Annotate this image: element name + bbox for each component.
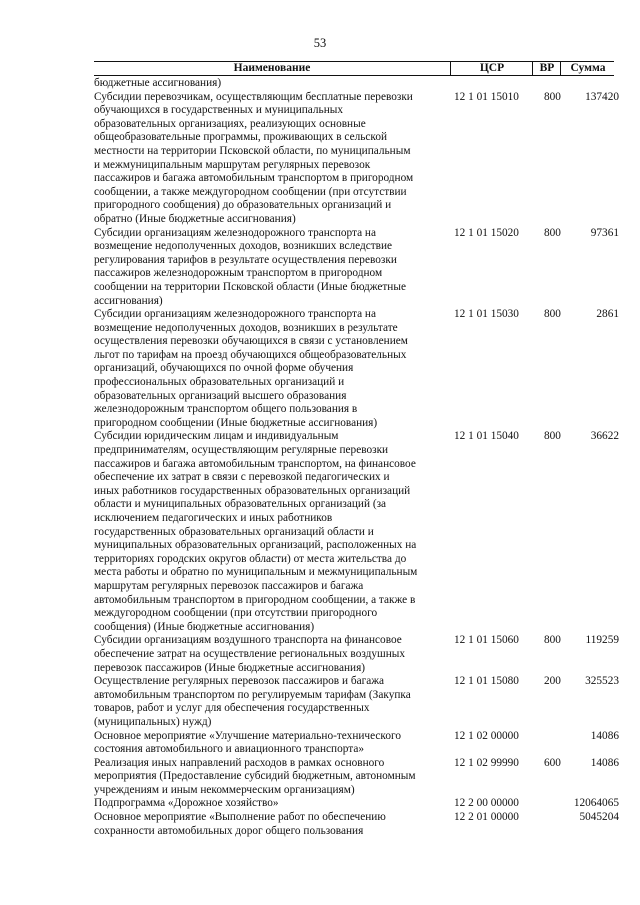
row-name-line: пригородного сообщения) до образовательных организаций и xyxy=(94,199,392,212)
table-row xyxy=(94,634,619,675)
row-name-line: иных работников государственных образовательных организаций xyxy=(94,484,411,497)
column-header-csr: ЦСР xyxy=(450,61,533,76)
row-name-line: муниципальных образовательных организаций, расположенных на xyxy=(94,539,417,552)
row-name xyxy=(94,91,451,227)
row-sum: 12064065 xyxy=(573,797,619,810)
row-name-line: учреждениям и иным некоммерческим организациям) xyxy=(94,783,355,796)
row-name-line: Субсидии организациям железнодорожного транспорта на xyxy=(94,226,376,239)
row-name-line: обратно (Иные бюджетные ассигнования) xyxy=(94,212,296,225)
row-name-line: сообщении на территории Псковской области (Иные бюджетные xyxy=(94,280,406,293)
row-name-line: междугородном сообщении (при отсутствии пригородного xyxy=(94,607,378,620)
row-name-line: Реализация иных направлений расходов в рамках основного xyxy=(94,756,385,769)
row-name-line: и межмуниципальным маршрутам регулярных перевозок xyxy=(94,158,371,171)
page-number: 53 xyxy=(313,36,327,50)
row-name-line: территориях городских округов области) от места жительства до xyxy=(94,552,407,565)
row-name xyxy=(94,227,451,309)
row-name-line: Субсидии организациям воздушного транспорта на финансовое xyxy=(94,634,402,647)
row-name-line: товаров, работ и услуг для обеспечения государственных xyxy=(94,702,370,715)
column-header-sum: Сумма xyxy=(560,61,615,76)
table-row xyxy=(94,757,619,798)
row-name xyxy=(94,77,451,91)
row-name-line: автомобильным транспортом в пригородном сообщении, а также в xyxy=(94,593,416,606)
table-row xyxy=(94,797,619,811)
row-name xyxy=(94,634,451,675)
row-sum: 14086 xyxy=(590,729,619,742)
table-row xyxy=(94,308,619,430)
row-name-line: пассажиров и багажа автомобильным транспортом, на финансовое xyxy=(94,457,416,470)
row-name-line: местности на территории Псковской области, по муниципальным xyxy=(94,144,411,157)
row-name-line: сохранности автомобильных дорог общего пользования xyxy=(94,824,364,837)
row-name-line: осуществления перевозки обучающихся в связи с установлением xyxy=(94,335,408,348)
row-name-line: Основное мероприятие «Выполнение работ по обеспечению xyxy=(94,811,386,824)
row-sum: 97361 xyxy=(590,226,619,239)
row-name-line: области и муниципальных образовательных организаций (за xyxy=(94,498,387,511)
row-name-line: общеобразовательные программы, проживающих в сельской xyxy=(94,131,388,144)
row-sum: 137420 xyxy=(585,90,619,103)
table-row xyxy=(94,675,619,729)
row-name-line: профессиональных образовательных организаций и xyxy=(94,376,345,389)
table-row xyxy=(94,430,619,634)
table-row xyxy=(94,730,619,757)
row-vr-code: 800 xyxy=(544,634,561,647)
row-name-line: сообщении, а также междугородном сообщении (при отсутствии xyxy=(94,185,407,198)
row-csr-code: 12 1 01 15030 xyxy=(454,308,519,321)
table-row xyxy=(94,77,619,91)
row-name-line: регулирования тарифов в результате осуществления перевозки xyxy=(94,253,397,266)
row-name xyxy=(94,675,451,729)
row-name-line: Основное мероприятие «Улучшение материально-технического xyxy=(94,729,401,742)
row-name-line: возмещение недополученных доходов, возникших в результате xyxy=(94,321,398,334)
row-name-line: обеспечение затрат на осуществление региональных воздушных xyxy=(94,647,405,660)
row-vr-code: 800 xyxy=(544,308,561,321)
table-header xyxy=(94,61,614,76)
row-csr-code: 12 2 00 00000 xyxy=(454,797,519,810)
row-name-line: (муниципальных) нужд) xyxy=(94,715,212,728)
row-sum: 2861 xyxy=(596,308,619,321)
row-sum: 36622 xyxy=(590,430,619,443)
row-vr-code: 800 xyxy=(544,226,561,239)
table-row xyxy=(94,227,619,309)
row-name-line: образовательных организаций высшего образования xyxy=(94,389,347,402)
row-csr-code: 12 2 01 00000 xyxy=(454,811,519,824)
row-csr-code: 12 1 01 15010 xyxy=(454,90,519,103)
row-name-line: Субсидии перевозчикам, осуществляющим бесплатные перевозки xyxy=(94,90,413,103)
row-name-line: состояния автомобильного и авиационного транспорта» xyxy=(94,743,364,756)
row-name-line: маршрутам регулярных перевозок пассажиров и багажа xyxy=(94,579,364,592)
row-name xyxy=(94,730,451,757)
row-name-line: Субсидии организациям железнодорожного транспорта на xyxy=(94,308,376,321)
row-name xyxy=(94,430,451,634)
row-csr-code: 12 1 01 15060 xyxy=(454,634,519,647)
table-row xyxy=(94,91,619,227)
row-name-line: мероприятия (Предоставление субсидий бюджетным, автономным xyxy=(94,770,416,783)
row-sum: 5045204 xyxy=(579,811,619,824)
row-name-line: Осуществление регулярных перевозок пассажиров и багажа xyxy=(94,675,385,688)
column-header-name: Наименование xyxy=(233,62,311,74)
budget-table-body xyxy=(94,77,619,838)
row-name-line: пригородном сообщении (Иные бюджетные ассигнования) xyxy=(94,416,378,429)
row-name-line: сообщения) (Иные бюджетные ассигнования) xyxy=(94,620,315,633)
row-name-line: перевозок пассажиров (Иные бюджетные ассигнования) xyxy=(94,661,366,674)
row-csr-code: 12 1 01 15080 xyxy=(454,675,519,688)
row-csr-code: 12 1 02 00000 xyxy=(454,729,519,742)
row-sum: 119259 xyxy=(585,634,619,647)
row-name-line: железнодорожным транспортом общего пользования в xyxy=(94,403,358,416)
column-header-vr: ВР xyxy=(532,61,561,76)
row-name-line: льгот по тарифам на проезд обучающихся общеобразовательных xyxy=(94,348,407,361)
row-name-line: обучающихся в государственных и муниципальных xyxy=(94,104,343,117)
row-name-line: обеспечение их затрат в связи с перевозкой педагогических и xyxy=(94,471,390,484)
row-name-line: образовательных организациях, реализующих основные xyxy=(94,117,366,130)
row-vr-code: 600 xyxy=(544,756,561,769)
row-name-line: ассигнования) xyxy=(94,294,163,307)
row-vr-code: 200 xyxy=(544,675,561,688)
header-bottom-rule xyxy=(94,75,614,76)
row-name-line: бюджетные ассигнования) xyxy=(94,77,222,89)
row-sum: 325523 xyxy=(585,675,619,688)
table-row xyxy=(94,811,619,838)
row-vr-code: 800 xyxy=(544,90,561,103)
row-sum: 14086 xyxy=(590,756,619,769)
row-name-line: автомобильным транспортом по регулируемым тарифам (Закупка xyxy=(94,688,411,701)
row-name-line: пассажиров железнодорожным транспортом в пригородном xyxy=(94,267,383,280)
row-name xyxy=(94,811,451,838)
row-csr-code: 12 1 01 15040 xyxy=(454,430,519,443)
row-name-line: Субсидии юридическим лицам и индивидуальным xyxy=(94,430,339,443)
row-name-line: Подпрограмма «Дорожное хозяйство» xyxy=(94,797,279,810)
row-name-line: предпринимателям, осуществляющим регулярные перевозки xyxy=(94,444,389,457)
row-vr-code: 800 xyxy=(544,430,561,443)
row-csr-code: 12 1 02 99990 xyxy=(454,756,519,769)
row-name-line: места работы и обратно по муниципальным и межмуниципальным xyxy=(94,566,418,579)
row-name xyxy=(94,797,451,811)
row-name-line: исключением педагогических и иных работников xyxy=(94,512,333,524)
row-name-line: государственных образовательных организаций области и xyxy=(94,525,374,538)
row-name xyxy=(94,757,451,798)
row-name-line: возмещение недополученных доходов, возникших вследствие xyxy=(94,240,393,253)
row-name-line: пассажиров и багажа автомобильным транспортом в пригородном xyxy=(94,172,414,185)
row-csr-code: 12 1 01 15020 xyxy=(454,226,519,239)
row-name-line: организаций, обучающихся по очной форме обучения xyxy=(94,362,354,375)
row-name xyxy=(94,308,451,430)
